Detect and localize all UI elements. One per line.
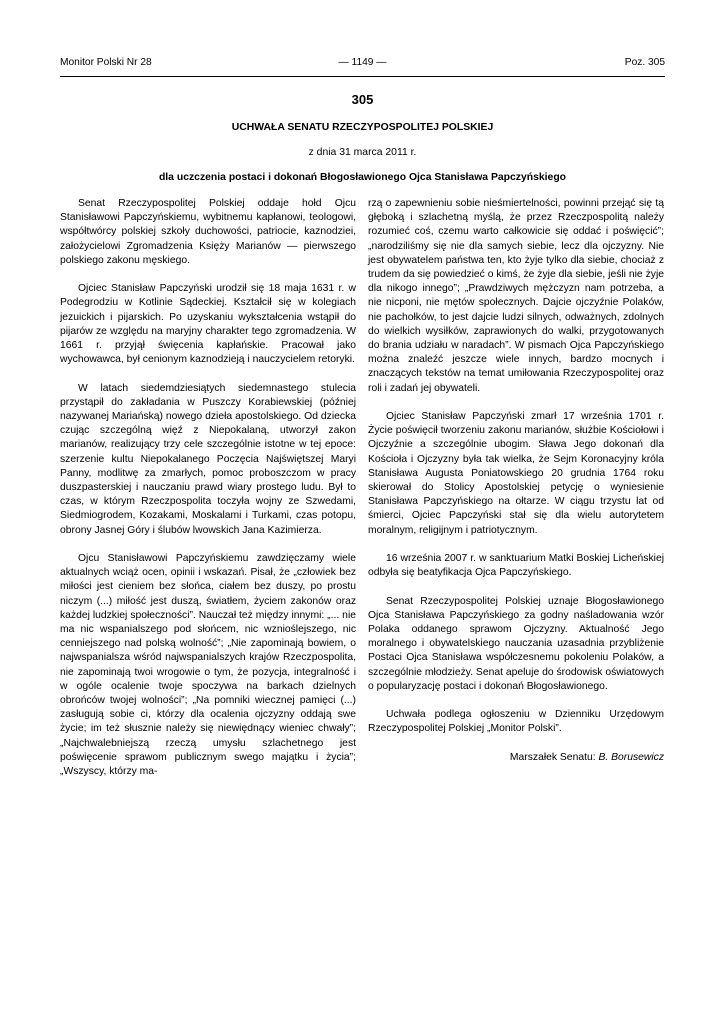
paragraph-homage: Senat Rzeczypospolitej Polskiej oddaje hołd Ojcu Stanisławowi Papczyńskiemu, wybitnemu kapłanowi, teologowi, współtwórcy polskiej szkoły duchowości, patriocie, kaznodziei, założycielowi Zgromadzenia Księży Marianów — pierwszego polskiego zakonu męskiego. (60, 198, 356, 266)
page-number: — 1149 — (338, 57, 387, 68)
signature-title: Marszałek Senatu: (509, 751, 596, 763)
running-header (60, 56, 665, 70)
paragraph-marian-order: W latach siedemdziesiątych siedemnastego stulecia przystąpił do zakładania w Puszczy Korabiewskiej (później nazywanej Mariańską) nowego dzieła apostolskiego. Od dziecka czując szczególną więź z Niepokalaną, utworzył zakon marianów, realizujący trzy cele szczególnie istotne w tej epoce: szerzenie kultu Niepokalanego Poczęcia Najświętszej Maryi Panny, modlitwę za zmarłych, pomoc proboszczom w pracy duszpasterskiej i nauczaniu prawd wiary prostego ludu. Był to czas, w którym Rzeczpospolita toczyła wojny ze Szwedami, Siedmiogrodem, Kozakami, Moskalami i Turkami, czas potopu, obrony Jasnej Góry i ślubów lwowskich Jana Kazimierza. (60, 382, 356, 536)
paragraph-beatification: 16 września 2007 r. w sanktuarium Matki Boskiej Licheńskiej odbyła się beatyfikacja Ojca Papczyńskiego. (368, 553, 664, 579)
paragraph-death-legacy: Ojciec Stanisław Papczyński zmarł 17 września 1701 r. Życie poświęcił tworzeniu zakonu marianów, służbie Kościołowi i Ojczyźnie a szczególnie ubogim. Sława Jego dokonań dla Kościoła i Ojczyzny była tak wielka, że Sejm Koronacyjny króla Stanisława Augusta Poniatowskiego 20 grudnia 1764 roku skierował do Stolicy Apostolskiej petycję o wyniesienie Stanisława Papczyńskiego na ołtarze. W ciągu trzystu lat od śmierci, Ojciec Papczyński stał się dla wielu autorytetem moralnym, religijnym i patriotycznym. (368, 411, 664, 536)
signature-block (368, 751, 664, 765)
paragraph-senate-recognition: Senat Rzeczypospolitej Polskiej uznaje Błogosławionego Ojca Stanisława Papczyńskiego za godny naśladowania wzór Polaka oddanego sprawom Ojczyzny. Aktualność Jego moralnego i obywatelskiego nauczania uzasadnia przybliżenie Postaci Ojca Stanisława współczesnemu pokoleniu Polaków, a szczególnie młodzieży. Senat apeluje do środowisk oświatowych o popularyzację postaci i dokonań Błogosławionego. (368, 595, 664, 692)
item-number: Poz. 305 (624, 57, 665, 68)
paragraph-publication-clause: Uchwała podlega ogłoszeniu w Dzienniku Urzędowym Rzeczypospolitej Polskiej „Monitor Polski”. (368, 709, 664, 735)
act-date: z dnia 31 marca 2011 r. (308, 147, 417, 158)
paragraph-quotes: Ojcu Stanisławowi Papczyńskiemu zawdzięczamy wiele aktualnych wciąż ocen, opinii i wskazań. Pisał, że „człowiek bez miłości jest cieniem bez słońca, ciałem bez duszy, po prostu niczym (...) miłość jest duszą, światłem, życiem zakonów oraz każdej ludzkiej społeczności”. Nauczał też między innymi: „... nie ma nic wspanialszego pod słońcem, nic wznioślejszego, nic cenniejszego nad polską wolność”; „Nie zapominają bowiem, o najwspanialsza wśród najwspanialszych krajów Rzeczpospolita, nie zapominają twoi wrogowie o tym, że pozycja, integralność i w ogóle ocalenie twoje spoczywa na barkach dzielnych obrońców twojej wolności”; „Na pomniki wiecznej pamięci (...) zasługują sobie ci, którzy dla ocalenia ojczyzny oddają swe życie; im też słusznie należy się niewiędnący wieniec chwały”; „Najchwalebniejszą rzeczą umysłu szlachetnego jest poświęcenie sprawom publicznym swego majątku i życia”; „Wszyscy, którzy ma- (60, 553, 356, 778)
left-column (60, 197, 356, 793)
right-column (368, 197, 664, 779)
publication-name: Monitor Polski Nr 28 (60, 57, 152, 68)
act-subject: dla uczczenia postaci i dokonań Błogosławionego Ojca Stanisława Papczyńskiego (158, 172, 567, 183)
act-number: 305 (351, 92, 374, 107)
header-divider (60, 76, 665, 77)
paragraph-biography: Ojciec Stanisław Papczyński urodził się 18 maja 1631 r. w Podegrodziu w Kotlinie Sądeckiej. Kształcił się w kolegiach jezuickich i pijarskich. Po uzyskaniu wykształcenia wstąpił do pijarów ze względu na maryjny charakter tego zgromadzenia. W 1661 r. przyjął święcenia kapłańskie. Pracował jako wychowawca, był cenionym kaznodzieją i nauczycielem retoryki. (60, 283, 356, 366)
act-title: UCHWAŁA SENATU RZECZYPOSPOLITEJ POLSKIEJ (231, 122, 494, 133)
paragraph-quotes-continued: rzą o zapewnieniu sobie nieśmiertelności, powinni przejąć się tą głęboką i szlachetną myślą, że przez Rzeczpospolitą należy rozumieć coś, czemu warto całkowicie się oddać i poświęcić”; „narodziliśmy się nie dla samych siebie, lecz dla ojczyzny. Nie jest obywatelem państwa ten, kto żyje tylko dla siebie, chociaż z trudem da się powiedzieć o kimś, że żyje dla siebie, jeśli nie żyje dla nikogo innego”; „Prawdziwych mężczyzn nam potrzeba, a nie nicponi, nie mętów społecznych. Dajcie ojczyźnie Polaków, nie pachołków, to jest dajcie ludzi silnych, odważnych, zdolnych do wielkich wysiłków, zaprawionych do walki, przygotowanych do brania udziału w naradach”. W pismach Ojca Papczyńskiego można znaleźć jeszcze wiele innych, bardzo mocnych i znaczących tekstów na temat umiłowania Rzeczypospolitej oraz roli i zadań jej obywateli. (368, 198, 664, 394)
signature-name: B. Borusewicz (598, 751, 664, 763)
